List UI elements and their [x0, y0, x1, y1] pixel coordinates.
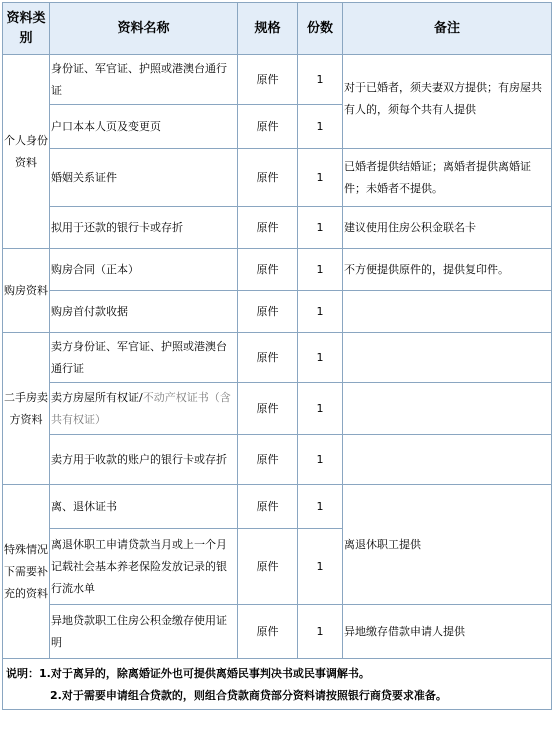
item-copies: 1 [298, 149, 343, 207]
item-copies: 1 [298, 291, 343, 333]
note-cell: 异地缴存借款申请人提供 [343, 605, 552, 659]
item-name: 购房首付款收据 [50, 291, 238, 333]
item-spec: 原件 [238, 383, 298, 435]
table-row [3, 435, 552, 485]
item-name: 户口本本人页及变更页 [50, 105, 238, 149]
note-cell [343, 291, 552, 333]
item-name-gray: 不动产权证书（含共有权证） [51, 390, 231, 426]
item-spec: 原件 [238, 605, 298, 659]
category-cell: 二手房卖方资料 [3, 333, 50, 485]
header-copies: 份数 [298, 3, 343, 55]
document [2, 2, 552, 710]
item-name: 卖方身份证、军官证、护照或港澳台通行证 [50, 333, 238, 383]
item-name [50, 383, 238, 435]
item-name: 身份证、军官证、护照或港澳台通行证 [50, 55, 238, 105]
table-row [3, 207, 552, 249]
item-copies: 1 [298, 249, 343, 291]
table-row [3, 383, 552, 435]
item-name: 离、退休证书 [50, 485, 238, 529]
item-name: 离退休职工申请贷款当月或上一个月记载社会基本养老保险发放记录的银行流水单 [50, 529, 238, 605]
item-name: 卖方用于收款的账户的银行卡或存折 [50, 435, 238, 485]
table-row [3, 55, 552, 105]
item-spec: 原件 [238, 207, 298, 249]
category-cell: 特殊情况下需要补充的资料 [3, 485, 50, 659]
item-copies: 1 [298, 55, 343, 105]
item-copies: 1 [298, 383, 343, 435]
item-name: 购房合同（正本） [50, 249, 238, 291]
table-row [3, 605, 552, 659]
item-name: 婚姻关系证件 [50, 149, 238, 207]
item-spec: 原件 [238, 529, 298, 605]
header-row [3, 3, 552, 55]
header-name: 资料名称 [50, 3, 238, 55]
footer-row [3, 659, 552, 710]
note-cell: 对于已婚者，须夫妻双方提供；有房屋共有人的，须每个共有人提供 [343, 55, 552, 149]
item-copies: 1 [298, 333, 343, 383]
table-row [3, 249, 552, 291]
item-spec: 原件 [238, 291, 298, 333]
header-note: 备注 [343, 3, 552, 55]
header-spec: 规格 [238, 3, 298, 55]
materials-table [2, 2, 552, 710]
table-row [3, 149, 552, 207]
header-category: 资料类别 [3, 3, 50, 55]
note-cell: 不方便提供原件的，提供复印件。 [343, 249, 552, 291]
table-row [3, 485, 552, 529]
footer-line-1: 说明：1.对于离异的，除离婚证外也可提供离婚民事判决书或民事调解书。 [6, 667, 370, 680]
item-name: 拟用于还款的银行卡或存折 [50, 207, 238, 249]
note-cell: 建议使用住房公积金联名卡 [343, 207, 552, 249]
table-row [3, 291, 552, 333]
item-copies: 1 [298, 207, 343, 249]
item-copies: 1 [298, 435, 343, 485]
item-copies: 1 [298, 105, 343, 149]
category-cell: 购房资料 [3, 249, 50, 333]
item-spec: 原件 [238, 55, 298, 105]
footer-notes [3, 659, 552, 710]
note-cell: 已婚者提供结婚证；离婚者提供离婚证件；未婚者不提供。 [343, 149, 552, 207]
item-spec: 原件 [238, 485, 298, 529]
category-cell: 个人身份资料 [3, 55, 50, 249]
footer-line-2: 2.对于需要申请组合贷款的，则组合贷款商贷部分资料请按照银行商贷要求准备。 [50, 689, 447, 702]
item-copies: 1 [298, 605, 343, 659]
item-spec: 原件 [238, 333, 298, 383]
item-spec: 原件 [238, 435, 298, 485]
item-spec: 原件 [238, 105, 298, 149]
item-spec: 原件 [238, 149, 298, 207]
note-cell [343, 333, 552, 383]
table-row [3, 333, 552, 383]
note-cell [343, 435, 552, 485]
item-spec: 原件 [238, 249, 298, 291]
item-copies: 1 [298, 529, 343, 605]
item-copies: 1 [298, 485, 343, 529]
note-cell [343, 383, 552, 435]
item-name-main: 卖方房屋所有权证/ [51, 390, 143, 404]
item-name: 异地贷款职工住房公积金缴存使用证明 [50, 605, 238, 659]
note-cell: 离退休职工提供 [343, 485, 552, 605]
